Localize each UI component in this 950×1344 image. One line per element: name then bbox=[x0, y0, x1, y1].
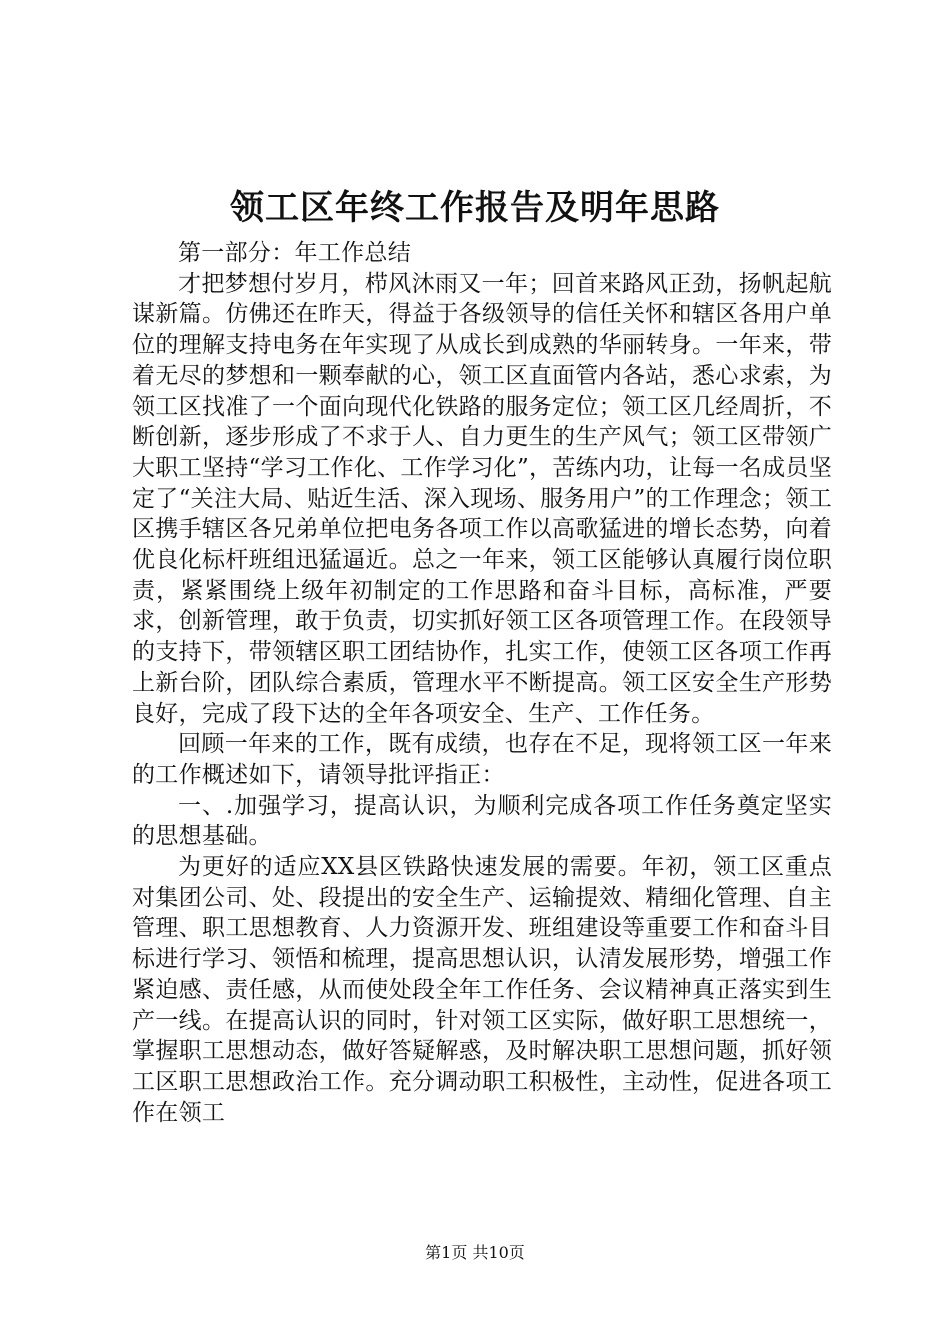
document-title: 领工区年终工作报告及明年思路 bbox=[230, 188, 720, 228]
page-number-footer: 第1页 共10页 bbox=[425, 1243, 525, 1262]
body-paragraph: 才把梦想付岁月，栉风沐雨又一年；回首来路风正劲，扬帆起航谋新篇。仿佛还在昨天，得益于各级领导的信任关怀和辖区各用户单位的理解支持电务在年实现了从成长到成熟的华丽转身。一年来，带着无尽的梦想和一颗奉献的心，领工区直面管内各站，悉心求索，为领工区找准了一个面向现代化铁路的服务定位；领工区几经周折，不断创新，逐步形成了不求于人、自力更生的生产风气；领工区带领广大职工坚持“学习工作化、工作学习化”，苦练内功，让每一名成员坚定了“关注大局、贴近生活、深入现场、服务用户”的工作理念；领工区携手辖区各兄弟单位把电务各项工作以高歌猛进的增长态势，向着优良化标杆班组迅猛逼近。总之一年来，领工区能够认真履行岗位职责，紧紧围绕上级年初制定的工作思路和奋斗目标，高标准，严要求，创新管理，敢于负责，切实抓好领工区各项管理工作。在段领导的支持下，带领辖区职工团结协作，扎实工作，使领工区各项工作再上新台阶，团队综合素质，管理水平不断提高。领工区安全生产形势良好，完成了段下达的全年各项安全、生产、工作任务。 bbox=[132, 270, 832, 727]
section-heading: 第一部分：年工作总结 bbox=[178, 240, 411, 266]
body-paragraph: 回顾一年来的工作，既有成绩，也存在不足，现将领工区一年来的工作概述如下，请领导批评指正： bbox=[132, 731, 832, 788]
subsection-heading: 一、.加强学习，提高认识，为顺利完成各项工作任务奠定坚实的思想基础。 bbox=[132, 792, 832, 850]
document-body bbox=[132, 238, 832, 1128]
body-paragraph: 为更好的适应XX县区铁路快速发展的需要。年初，领工区重点对集团公司、处、段提出的安全生产、运输提效、精细化管理、自主管理、职工思想教育、人力资源开发、班组建设等重要工作和奋斗目标进行学习、领悟和梳理，提高思想认识，认清发展形势，增强工作紧迫感、责任感，从而使处段全年工作任务、会议精神真正落实到生产一线。在提高认识的同时，针对领工区实际，做好职工思想统一，掌握职工思想动态，做好答疑解惑，及时解决职工思想问题，抓好领工区职工思想政治工作。充分调动职工积极性，主动性，促进各项工作在领工 bbox=[132, 854, 832, 1126]
